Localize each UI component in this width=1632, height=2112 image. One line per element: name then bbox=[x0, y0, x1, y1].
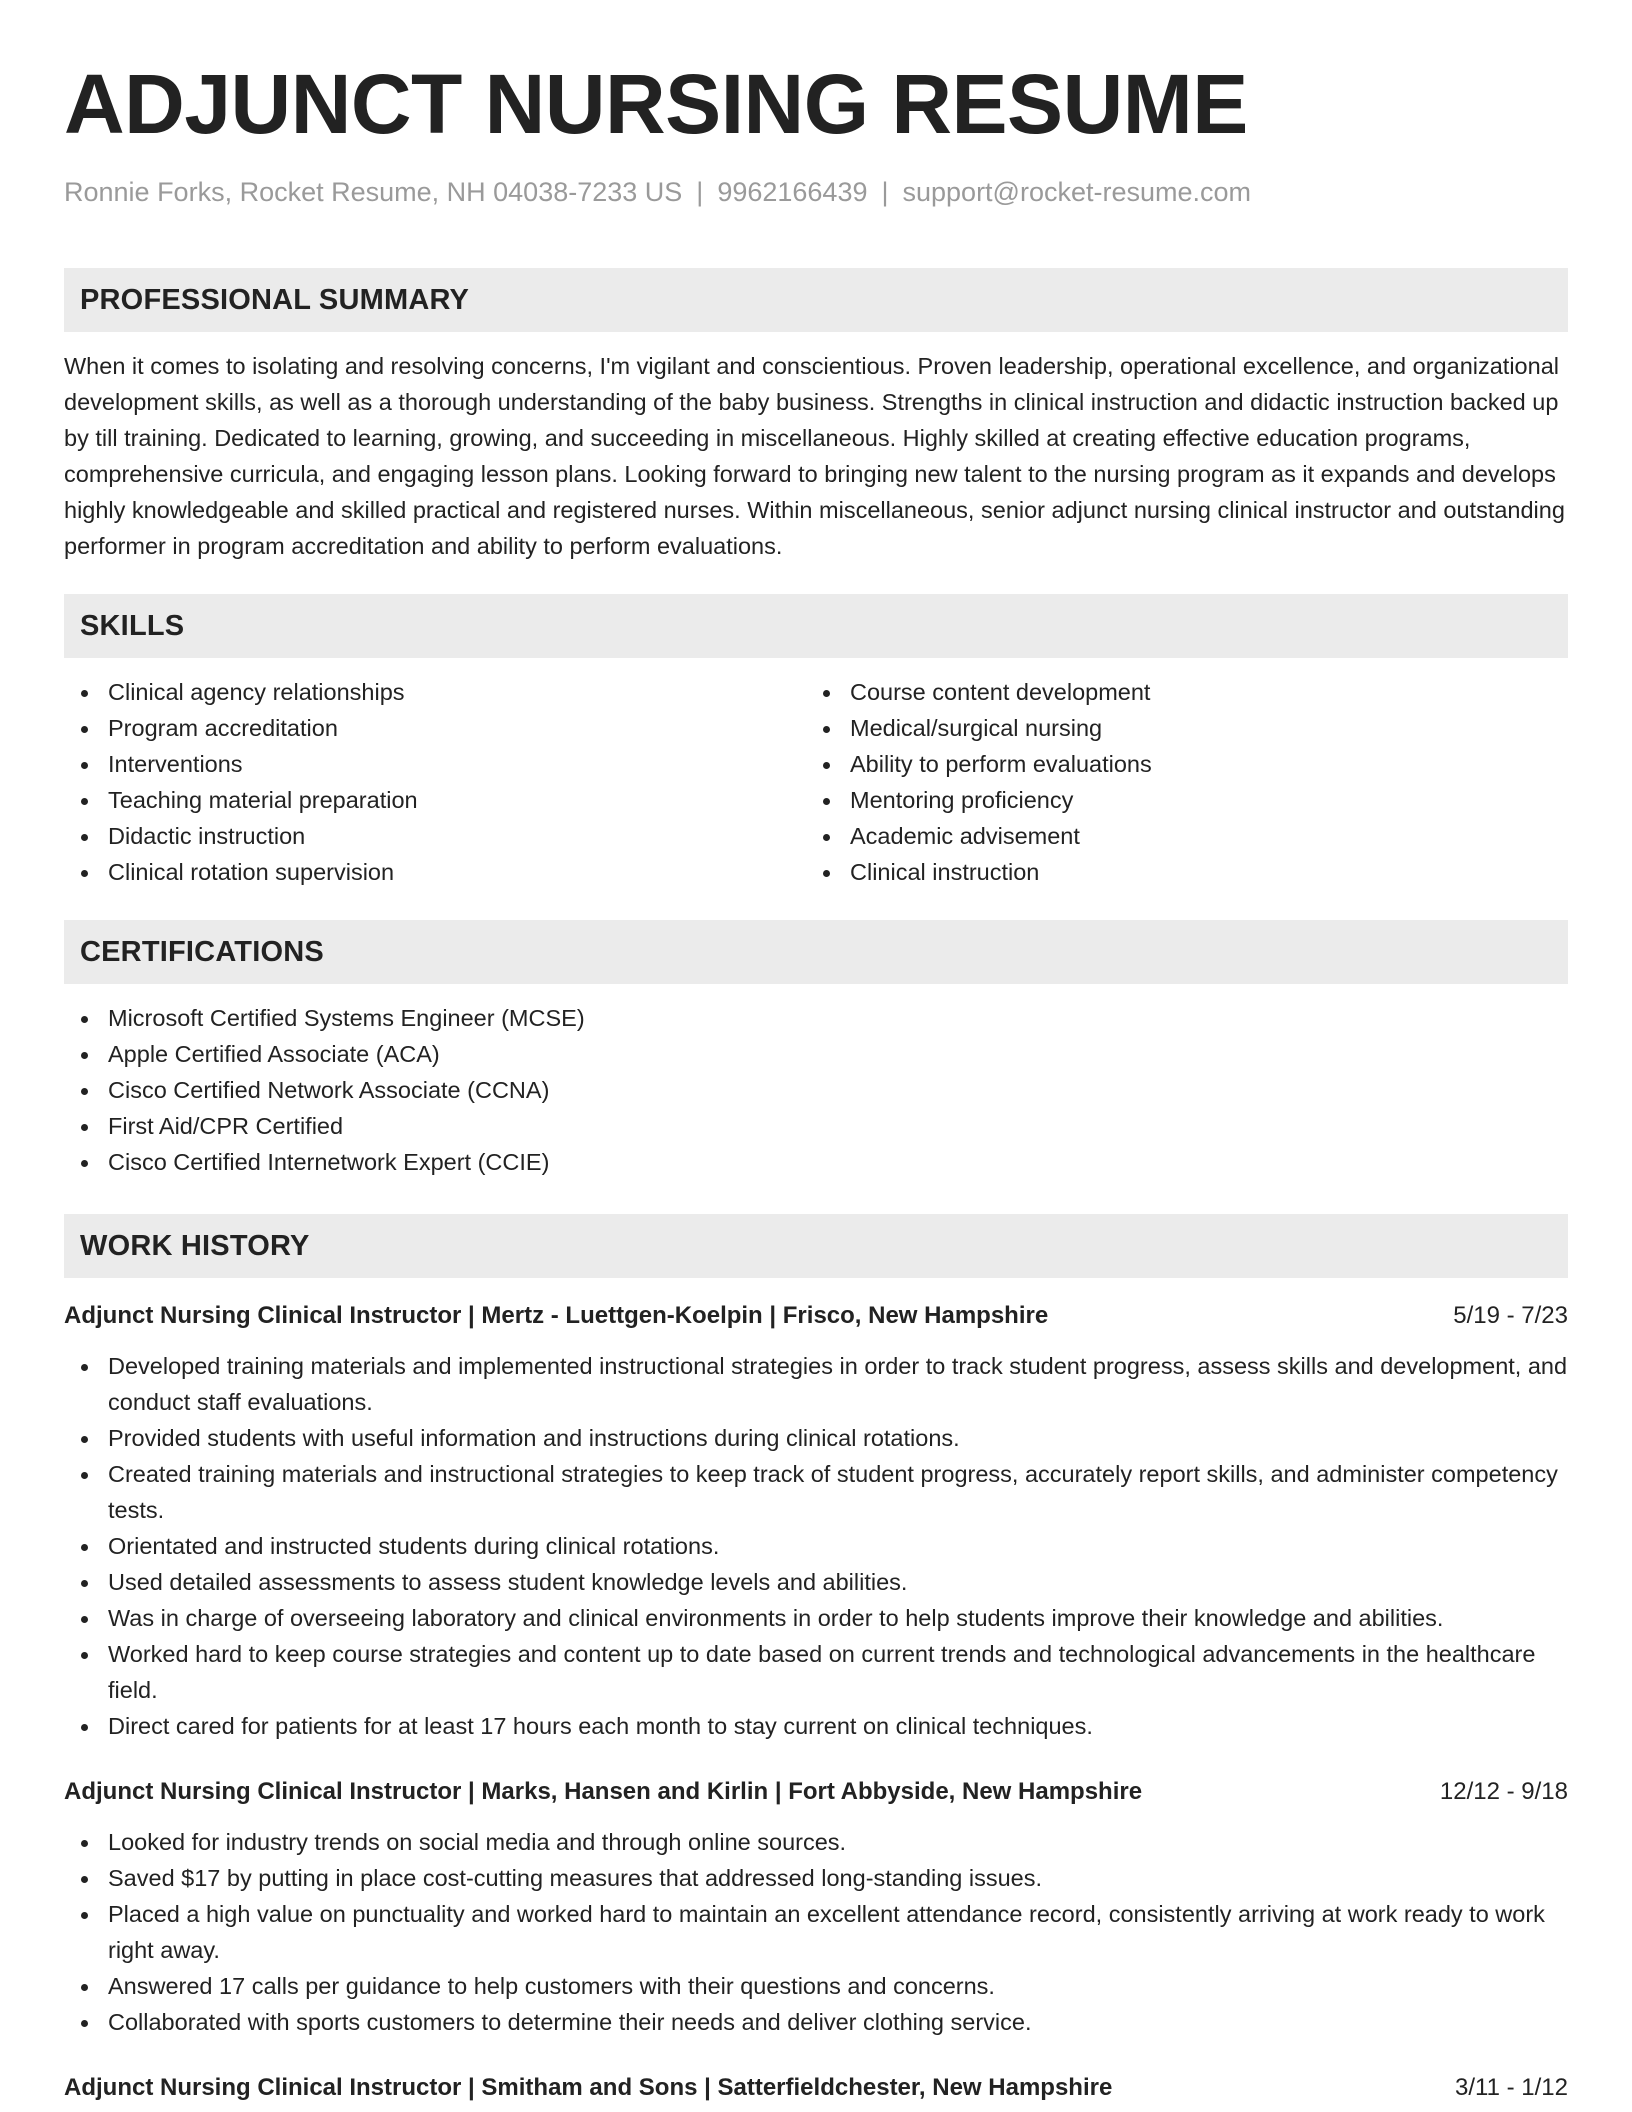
job-header bbox=[64, 2070, 1568, 2106]
section-title: PROFESSIONAL SUMMARY bbox=[80, 283, 470, 316]
contact-email[interactable]: support@rocket-resume.com bbox=[902, 177, 1252, 207]
job-bullet: Orientated and instructed students during clinical rotations. bbox=[64, 1528, 1568, 1564]
skill-item: Mentoring proficiency bbox=[806, 782, 1548, 818]
contact-phone: 9962166439 bbox=[717, 177, 868, 207]
skills-grid bbox=[64, 674, 1568, 890]
summary-text: When it comes to isolating and resolving concerns, I'm vigilant and conscientious. Proven leadership, operational excellence, and organizational development skills, as well as a thorough understanding of the baby business. Strengths in clinical instruction and didactic instruction backed up by till training. Dedicated to learning, growing, and succeeding in miscellaneous. Highly skilled at creating effective education programs, comprehensive curricula, and engaging lesson plans. Looking forward to bringing new talent to the nursing program as it expands and develops highly knowledgeable and skilled practical and registered nurses. Within miscellaneous, senior adjunct nursing clinical instructor and outstanding performer in program accreditation and ability to perform evaluations. bbox=[64, 353, 1565, 559]
section-header-skills bbox=[64, 594, 1568, 658]
job-header bbox=[64, 1298, 1568, 1334]
contact-separator: | bbox=[696, 177, 704, 207]
job-entry bbox=[64, 1298, 1568, 1744]
skill-item: Clinical instruction bbox=[806, 854, 1548, 890]
certification-item: Microsoft Certified Systems Engineer (MCSE) bbox=[64, 1000, 1568, 1036]
section-title: SKILLS bbox=[80, 609, 185, 642]
job-bullets bbox=[64, 1348, 1568, 1744]
skills-column-right bbox=[806, 674, 1548, 890]
section-header-work-history bbox=[64, 1214, 1568, 1278]
job-bullet: Looked for industry trends on social media and through online sources. bbox=[64, 1824, 1568, 1860]
job-header bbox=[64, 1774, 1568, 1810]
skill-item: Program accreditation bbox=[64, 710, 806, 746]
skill-item: Interventions bbox=[64, 746, 806, 782]
job-bullet: Was in charge of overseeing laboratory and clinical environments in order to help students improve their knowledge and abilities. bbox=[64, 1600, 1568, 1636]
job-bullet: Direct cared for patients for at least 17 hours each month to stay current on clinical techniques. bbox=[64, 1708, 1568, 1744]
job-bullet: Placed a high value on punctuality and worked hard to maintain an excellent attendance record, consistently arriving at work ready to work right away. bbox=[64, 1896, 1568, 1968]
section-header-summary bbox=[64, 268, 1568, 332]
skill-item: Clinical rotation supervision bbox=[64, 854, 806, 890]
job-entry bbox=[64, 2070, 1568, 2106]
job-bullet: Worked hard to keep course strategies and content up to date based on current trends and technological advancements in the healthcare field. bbox=[64, 1636, 1568, 1708]
job-dates: 3/11 - 1/12 bbox=[1455, 2074, 1568, 2101]
job-bullet: Created training materials and instructional strategies to keep track of student progress, accurately report skills, and administer competency tests. bbox=[64, 1456, 1568, 1528]
job-title: Adjunct Nursing Clinical Instructor | Smitham and Sons | Satterfieldchester, New Hampshire bbox=[64, 2074, 1113, 2101]
skill-item: Medical/surgical nursing bbox=[806, 710, 1548, 746]
contact-address: Ronnie Forks, Rocket Resume, NH 04038-7233 US bbox=[64, 177, 683, 207]
resume-page bbox=[64, 0, 1568, 2106]
job-title: Adjunct Nursing Clinical Instructor | Mertz - Luettgen-Koelpin | Frisco, New Hampshire bbox=[64, 1302, 1049, 1329]
job-bullet: Collaborated with sports customers to determine their needs and deliver clothing service. bbox=[64, 2004, 1568, 2040]
skill-item: Ability to perform evaluations bbox=[806, 746, 1548, 782]
job-bullets bbox=[64, 1824, 1568, 2040]
section-title: WORK HISTORY bbox=[80, 1229, 310, 1262]
job-bullet: Provided students with useful information and instructions during clinical rotations. bbox=[64, 1420, 1568, 1456]
certification-item: Cisco Certified Network Associate (CCNA) bbox=[64, 1072, 1568, 1108]
certification-item: Cisco Certified Internetwork Expert (CCIE) bbox=[64, 1144, 1568, 1180]
contact-line bbox=[64, 174, 1568, 210]
skill-item: Didactic instruction bbox=[64, 818, 806, 854]
resume-title: ADJUNCT NURSING RESUME bbox=[64, 57, 1248, 151]
certifications-list bbox=[64, 1000, 1568, 1180]
job-title: Adjunct Nursing Clinical Instructor | Marks, Hansen and Kirlin | Fort Abbyside, New Hampshire bbox=[64, 1778, 1143, 1805]
section-header-certifications bbox=[64, 920, 1568, 984]
section-title: CERTIFICATIONS bbox=[80, 935, 324, 968]
skill-item: Academic advisement bbox=[806, 818, 1548, 854]
job-bullet: Used detailed assessments to assess student knowledge levels and abilities. bbox=[64, 1564, 1568, 1600]
contact-separator: | bbox=[881, 177, 889, 207]
certification-item: Apple Certified Associate (ACA) bbox=[64, 1036, 1568, 1072]
skills-column-left bbox=[64, 674, 806, 890]
skill-item: Course content development bbox=[806, 674, 1548, 710]
certification-item: First Aid/CPR Certified bbox=[64, 1108, 1568, 1144]
job-dates: 12/12 - 9/18 bbox=[1439, 1778, 1568, 1805]
job-entry bbox=[64, 1774, 1568, 2040]
job-bullet: Developed training materials and implemented instructional strategies in order to track student progress, assess skills and development, and conduct staff evaluations. bbox=[64, 1348, 1568, 1420]
job-bullet: Saved $17 by putting in place cost-cutting measures that addressed long-standing issues. bbox=[64, 1860, 1568, 1896]
skill-item: Clinical agency relationships bbox=[64, 674, 806, 710]
skill-item: Teaching material preparation bbox=[64, 782, 806, 818]
job-dates: 5/19 - 7/23 bbox=[1453, 1302, 1568, 1329]
job-bullet: Answered 17 calls per guidance to help customers with their questions and concerns. bbox=[64, 1968, 1568, 2004]
